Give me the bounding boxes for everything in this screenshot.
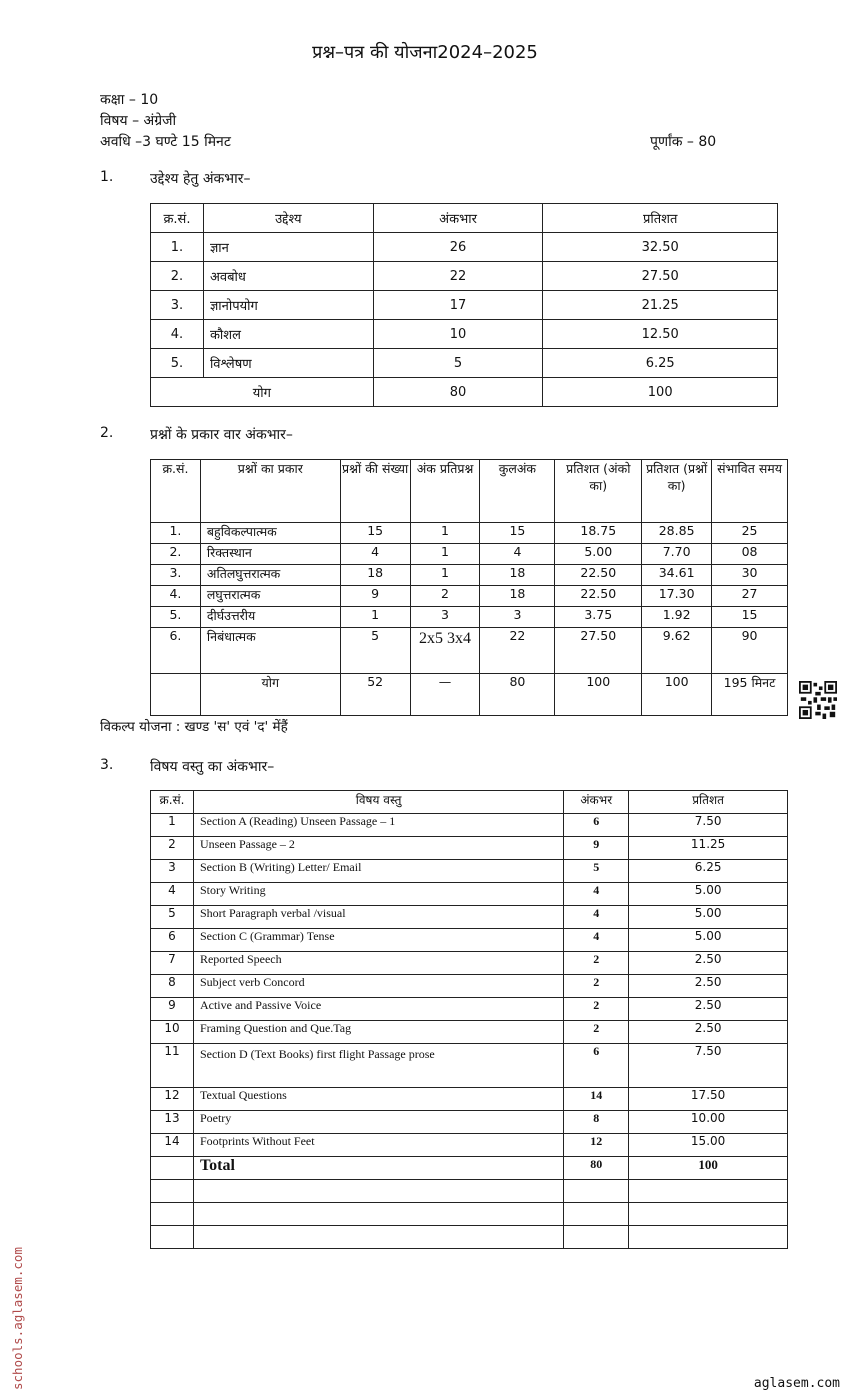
qr-code-icon [799,681,837,719]
table-cell: 100 [629,1157,788,1180]
table-cell: 1. [151,233,204,262]
table-cell: 27 [712,586,788,607]
table-cell: 5 [373,349,543,378]
section1-heading: उद्देश्य हेतु अंकभार– [150,171,251,187]
table-cell: 5.00 [629,929,788,952]
footer-watermark: aglasem.com [753,1376,840,1391]
table-cell: 8 [564,1111,629,1134]
table-cell: 3. [151,291,204,320]
table-cell: 11 [151,1044,194,1088]
table-cell: 195 मिनट [712,674,788,716]
table-row [151,233,778,262]
table-cell: 12 [564,1134,629,1157]
table-cell: 4. [151,586,201,607]
table-row [151,860,788,883]
side-watermark [6,1200,26,1390]
table-cell: 6.25 [543,349,778,378]
table-cell: 2 [564,952,629,975]
table-cell: 27.50 [543,262,778,291]
table-cell: 10 [151,1021,194,1044]
table-cell: 6.25 [629,860,788,883]
table-cell: — [410,674,480,716]
table-cell: 2.50 [629,952,788,975]
table-cell: Section A (Reading) Unseen Passage – 1 [193,814,563,837]
section1-number: 1. [100,169,114,185]
subject-label: विषय – अंग्रेजी [100,113,177,129]
table-cell: 80 [480,674,555,716]
table-cell: 3. [151,565,201,586]
table-cell: लघुत्तरात्मक [200,586,340,607]
table-cell: 17.30 [642,586,712,607]
section2-heading: प्रश्नों के प्रकार वार अंकभार– [150,427,293,443]
page-title: प्रश्न–पत्र की योजना2024–2025 [312,42,538,63]
table-cell: 13 [151,1111,194,1134]
table-cell: 2 [564,1021,629,1044]
table-cell: 18.75 [555,523,642,544]
table-cell: Total [193,1157,563,1180]
table-row [151,906,788,929]
table-cell: 100 [543,378,778,407]
table-cell: 6 [151,929,194,952]
table-cell: 12 [151,1088,194,1111]
table-cell: 17 [373,291,543,320]
class-label: कक्षा – 10 [100,92,159,108]
table-row [151,349,778,378]
table-cell: योग [151,378,374,407]
table-row [151,837,788,860]
table-cell: 5 [151,906,194,929]
header-cell: संभावित समय [712,460,788,523]
table-cell: 25 [712,523,788,544]
table-cell: 08 [712,544,788,565]
table-cell: 6. [151,628,201,674]
table-cell: 14 [151,1134,194,1157]
header-cell: उद्देश्य [203,204,373,233]
table-row [151,1044,788,1088]
section3-heading: विषय वस्तु का अंकभार– [150,759,275,775]
header-cell: क्र.सं. [151,791,194,814]
table-empty-row [151,1180,788,1203]
table-cell: 17.50 [629,1088,788,1111]
table-row [151,291,778,320]
table-cell: 80 [373,378,543,407]
table-cell: 22 [373,262,543,291]
table-empty-row [151,1226,788,1249]
table-total-row [151,378,778,407]
table-cell: Footprints Without Feet [193,1134,563,1157]
table-cell: 6 [564,1044,629,1088]
table-cell: 80 [564,1157,629,1180]
table-cell: 4 [564,929,629,952]
table-cell: 27.50 [555,628,642,674]
table-cell: 100 [555,674,642,716]
objective-table [150,203,778,407]
question-type-table [150,459,788,716]
table-cell: 3 [480,607,555,628]
table-cell: 11.25 [629,837,788,860]
table-cell: 9.62 [642,628,712,674]
table-row [151,998,788,1021]
table-cell: 26 [373,233,543,262]
table-cell: 28.85 [642,523,712,544]
table-empty-row [151,1203,788,1226]
table-cell: Reported Speech [193,952,563,975]
table-cell: 7 [151,952,194,975]
table-cell: 3.75 [555,607,642,628]
table-cell: 32.50 [543,233,778,262]
table-cell: 5. [151,349,204,378]
table-cell: 2 [564,998,629,1021]
table-cell: रिक्तस्थान [200,544,340,565]
table-cell: 5 [340,628,410,674]
table-row [151,586,788,607]
table-row [151,607,788,628]
table-cell: अतिलघुत्तरात्मक [200,565,340,586]
table-cell: 1. [151,523,201,544]
table-row [151,565,788,586]
table-cell: 8 [151,975,194,998]
table-cell: निबंधात्मक [200,628,340,674]
table-cell: दीर्घउत्तरीय [200,607,340,628]
table-cell: 4 [340,544,410,565]
table-cell: 4 [564,906,629,929]
header-cell: प्रतिशत (अंको का) [555,460,642,523]
table-cell: 15 [340,523,410,544]
table-header-row [151,204,778,233]
header-cell: प्रतिशत [629,791,788,814]
table-cell: Section D (Text Books) first flight Passage prose [193,1044,563,1088]
table-total-row [151,674,788,716]
table-cell: 1.92 [642,607,712,628]
header-cell: प्रतिशत (प्रश्नों का) [642,460,712,523]
table-cell: 14 [564,1088,629,1111]
table-header-row [151,460,788,523]
table-cell: 90 [712,628,788,674]
table-cell: 5.00 [555,544,642,565]
table-cell: Active and Passive Voice [193,998,563,1021]
table-cell: 1 [410,523,480,544]
table-cell [151,1157,194,1180]
table-cell: 2. [151,544,201,565]
table-cell: Short Paragraph verbal /visual [193,906,563,929]
table-row [151,814,788,837]
table-cell: 3 [151,860,194,883]
full-marks-label: पूर्णांक – 80 [650,134,717,150]
table-cell: Framing Question and Que.Tag [193,1021,563,1044]
header-cell: अंकभर [564,791,629,814]
table-cell: 4 [480,544,555,565]
table-cell: 9 [340,586,410,607]
table-cell: 2x5 3x4 [410,628,480,674]
table-row [151,628,788,674]
header-cell: क्र.सं. [151,204,204,233]
table-cell: 2.50 [629,975,788,998]
table-cell: 2. [151,262,204,291]
table-cell: 1 [410,565,480,586]
table-total-row [151,1157,788,1180]
table-cell: बहुविकल्पात्मक [200,523,340,544]
table-cell [151,674,201,716]
table-cell: 21.25 [543,291,778,320]
option-note: विकल्प योजना : खण्ड 'स' एवं 'द' मेंहैं [100,719,288,735]
table-cell: विश्लेषण [203,349,373,378]
table-cell: 4 [151,883,194,906]
table-cell: 2 [564,975,629,998]
section2-number: 2. [100,425,114,441]
table-cell: 2.50 [629,998,788,1021]
section3-number: 3. [100,757,114,773]
table-cell: ज्ञान [203,233,373,262]
table-cell: 15 [480,523,555,544]
table-cell: ज्ञानोपयोग [203,291,373,320]
table-row [151,1134,788,1157]
table-cell: 2.50 [629,1021,788,1044]
table-cell: Unseen Passage – 2 [193,837,563,860]
header-cell: अंक प्रतिप्रश्न [410,460,480,523]
table-cell: 12.50 [543,320,778,349]
table-cell: 1 [340,607,410,628]
table-cell: 15.00 [629,1134,788,1157]
table-row [151,929,788,952]
table-cell: कौशल [203,320,373,349]
table-cell: 10 [373,320,543,349]
side-watermark-text: schools.aglasem.com [10,1247,25,1390]
table-row [151,523,788,544]
table-cell: 5 [564,860,629,883]
table-cell: 9 [151,998,194,1021]
table-row [151,544,788,565]
table-cell: Subject verb Concord [193,975,563,998]
table-cell: 15 [712,607,788,628]
table-row [151,883,788,906]
table-cell: 7.70 [642,544,712,565]
table-cell: Poetry [193,1111,563,1134]
table-row [151,320,778,349]
header-cell: प्रतिशत [543,204,778,233]
header-cell: अंकभार [373,204,543,233]
table-cell: 22.50 [555,565,642,586]
table-cell: Story Writing [193,883,563,906]
header-cell: क्र.सं. [151,460,201,523]
table-cell: 2 [410,586,480,607]
table-cell: 18 [480,565,555,586]
table-cell: 1 [151,814,194,837]
table-cell: अवबोध [203,262,373,291]
table-cell: 3 [410,607,480,628]
table-cell: 52 [340,674,410,716]
table-cell: 1 [410,544,480,565]
table-cell: योग [200,674,340,716]
table-cell: 18 [480,586,555,607]
header-cell: प्रश्नों की संख्या [340,460,410,523]
table-cell: 5.00 [629,906,788,929]
table-header-row [151,791,788,814]
table-cell: 6 [564,814,629,837]
table-cell: 30 [712,565,788,586]
table-cell: 22 [480,628,555,674]
table-row [151,975,788,998]
header-cell: प्रश्नों का प्रकार [200,460,340,523]
table-cell: Section C (Grammar) Tense [193,929,563,952]
table-cell: 22.50 [555,586,642,607]
header-cell: विषय वस्तु [193,791,563,814]
table-cell: 10.00 [629,1111,788,1134]
table-cell: 5.00 [629,883,788,906]
header-cell: कुलअंक [480,460,555,523]
table-cell: 7.50 [629,1044,788,1088]
table-cell: 5. [151,607,201,628]
table-row [151,1021,788,1044]
table-row [151,1111,788,1134]
table-row [151,952,788,975]
table-cell: 2 [151,837,194,860]
table-cell: 7.50 [629,814,788,837]
table-row [151,1088,788,1111]
table-cell: Section B (Writing) Letter/ Email [193,860,563,883]
table-cell: 18 [340,565,410,586]
content-weight-table [150,790,788,1249]
duration-label: अवधि –3 घण्टे 15 मिनट [100,134,231,150]
table-cell: 4. [151,320,204,349]
table-cell: Textual Questions [193,1088,563,1111]
table-row [151,262,778,291]
table-cell: 9 [564,837,629,860]
table-cell: 100 [642,674,712,716]
table-cell: 34.61 [642,565,712,586]
table-cell: 4 [564,883,629,906]
